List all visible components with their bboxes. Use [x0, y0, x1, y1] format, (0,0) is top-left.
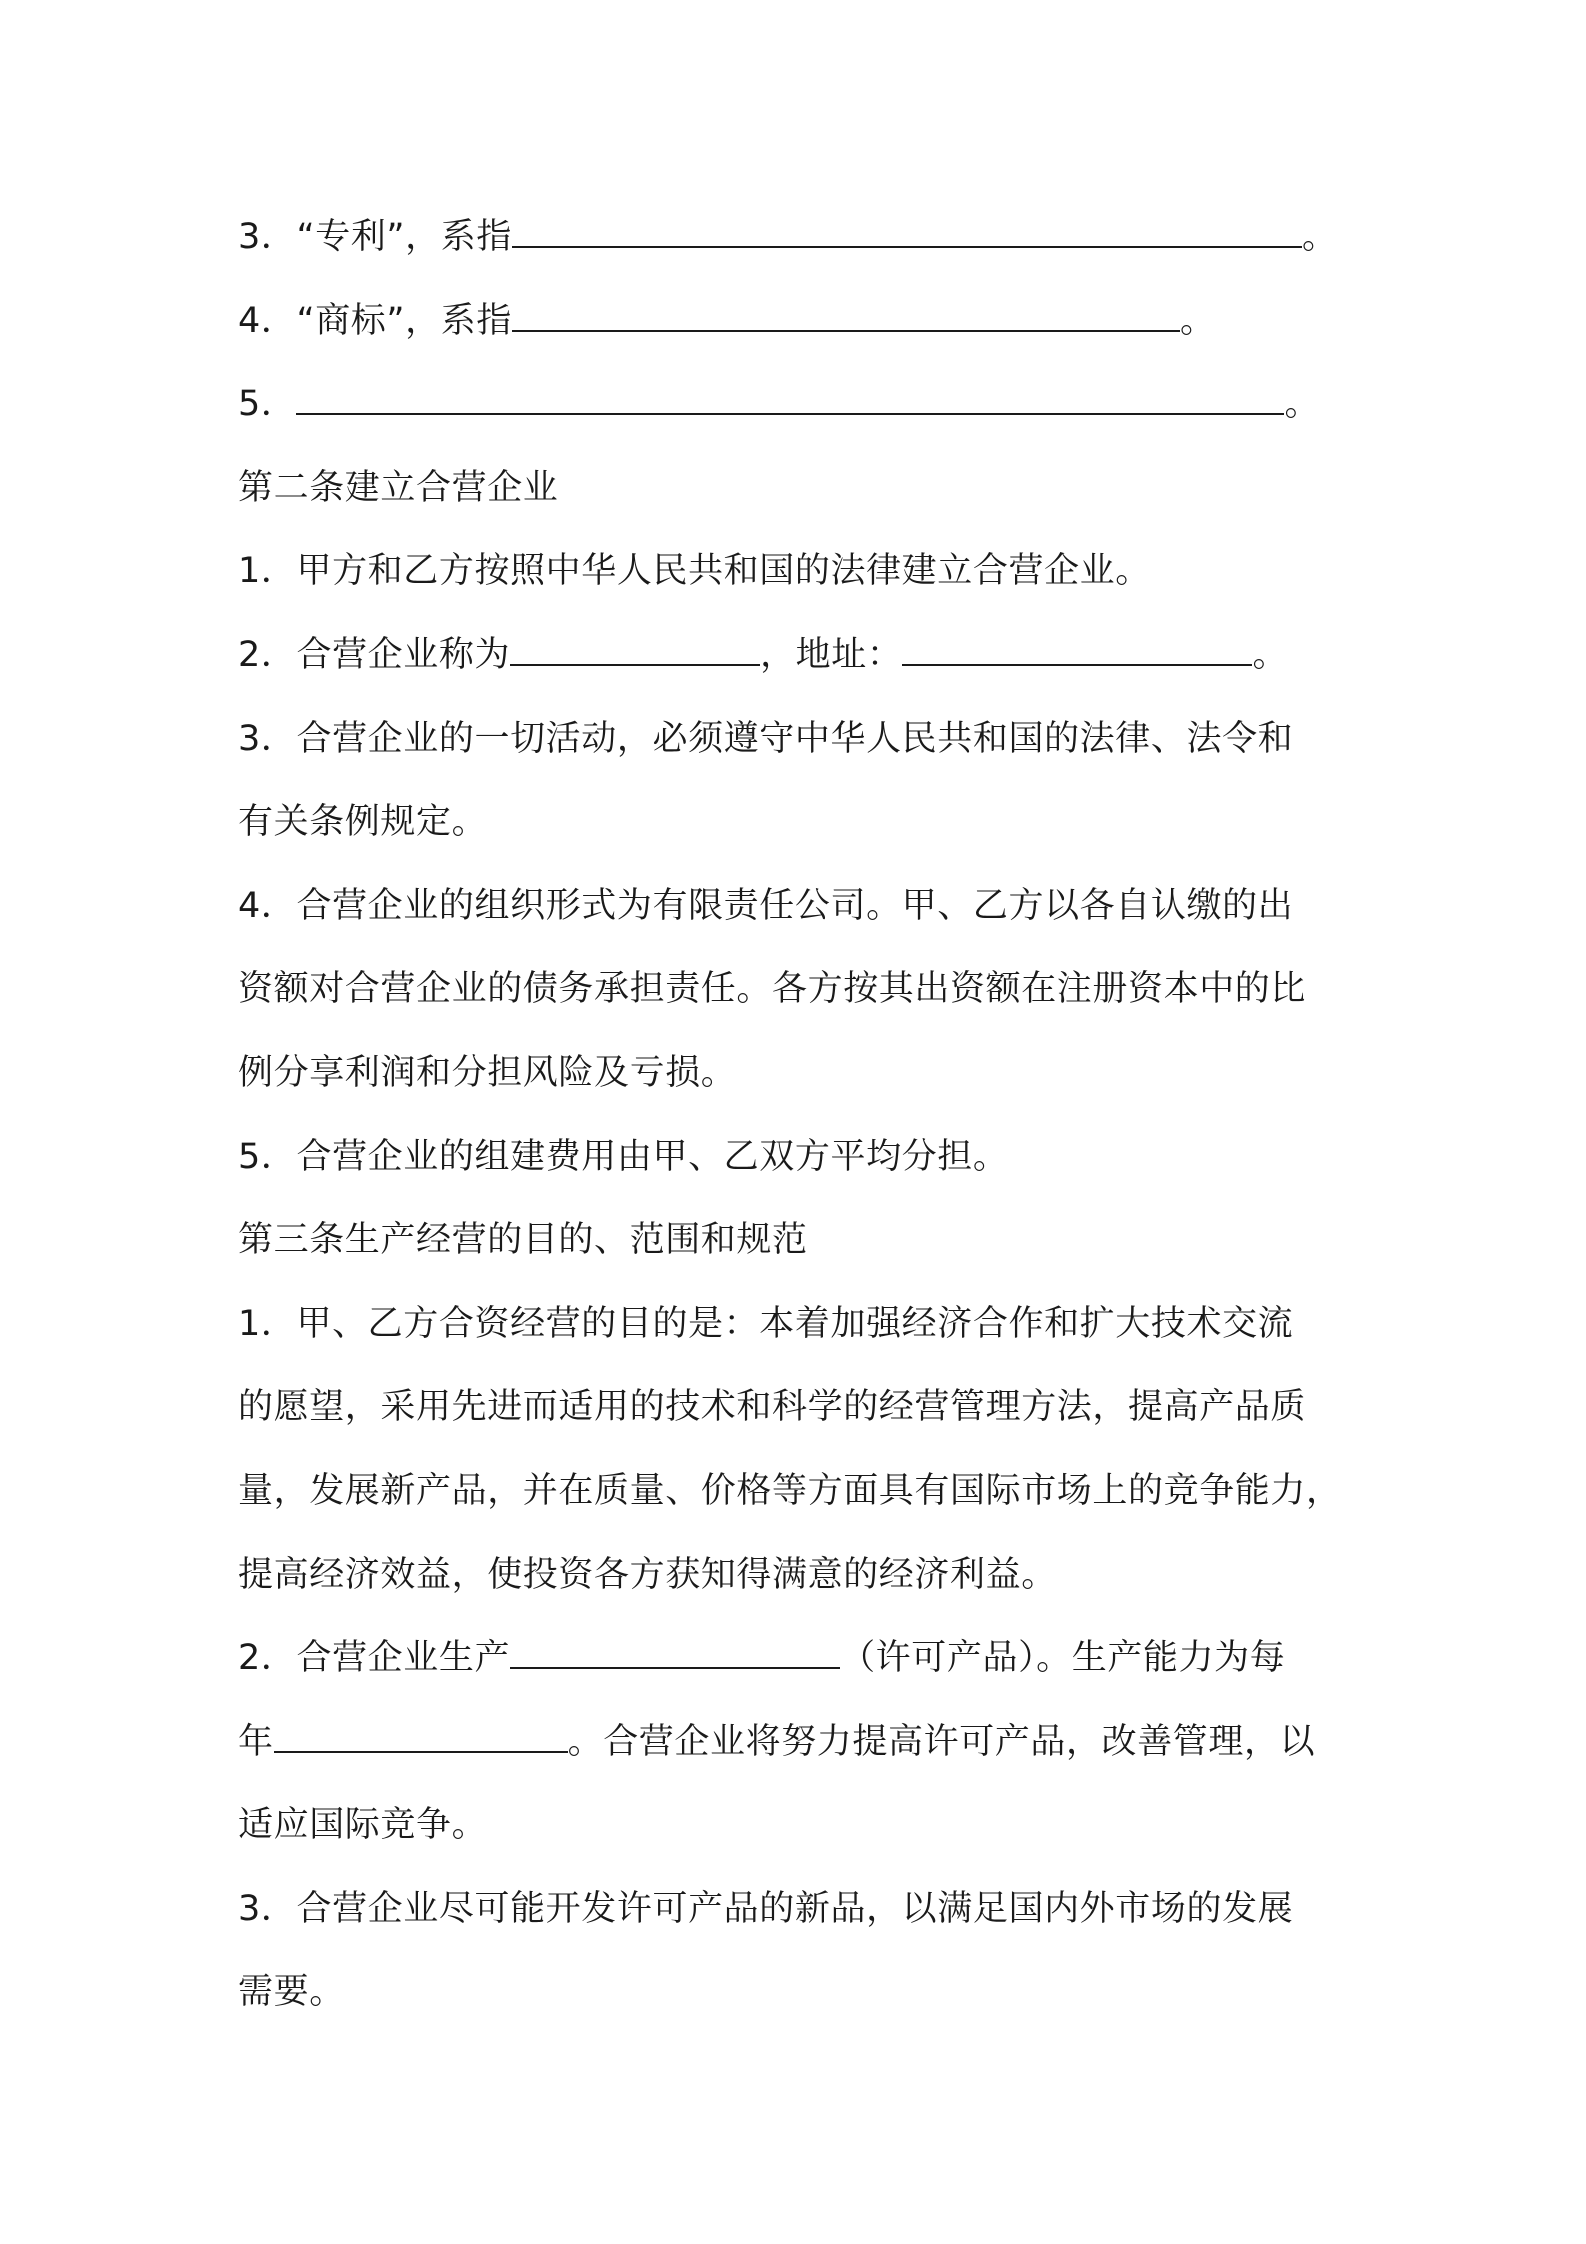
definition-trademark [238, 280, 1360, 364]
article-2-item-4 [238, 865, 1360, 1116]
paragraph-line: 4．合营企业的组织形式为有限责任公司。甲、乙方以各自认缴的出 [238, 885, 1294, 926]
capacity-blank [274, 1721, 568, 1753]
paragraph-line: 量，发展新产品，并在质量、价格等方面具有国际市场上的竞争能力， [238, 1470, 1342, 1511]
article-2-item-3 [238, 698, 1360, 865]
patent-blank [512, 216, 1302, 248]
article-3-heading [238, 1199, 1360, 1283]
product-blank [510, 1637, 840, 1669]
document-body [238, 196, 1360, 2035]
definition-patent [238, 196, 1360, 280]
definition-5-blank [296, 383, 1284, 415]
definition-trademark-label: 4．“商标”，系指 [238, 300, 512, 341]
definition-trademark-end: 。 [1179, 300, 1216, 341]
paragraph-line: 有关条例规定。 [238, 802, 488, 843]
address-blank [902, 634, 1252, 666]
paragraph-line: 适应国际竞争。 [238, 1805, 488, 1846]
definition-patent-label: 3．“专利”，系指 [238, 217, 512, 257]
paragraph-line: 3．合营企业的一切活动，必须遵守中华人民共和国的法律、法令和 [238, 718, 1294, 759]
address-label: ，地址： [760, 634, 903, 675]
article-2-item-1 [238, 530, 1360, 614]
article-3-item-3 [238, 1868, 1360, 2035]
product-suffix: （许可产品）。生产能力为每 [840, 1638, 1286, 1679]
paragraph-line: 的愿望，采用先进而适用的技术和科学的经营管理方法，提高产品质 [238, 1387, 1307, 1428]
article-2-heading [238, 447, 1360, 531]
capacity-label: 年 [238, 1721, 274, 1762]
article-2-item-5 [238, 1116, 1360, 1200]
definition-5-end: 。 [1284, 384, 1321, 425]
paragraph-line: 1．甲、乙方合资经营的目的是：本着加强经济合作和扩大技术交流 [238, 1303, 1294, 1344]
capacity-suffix: 。合营企业将努力提高许可产品，改善管理，以 [567, 1721, 1316, 1762]
article-2-item-2-end: 。 [1252, 634, 1289, 675]
article-2-item-2 [238, 614, 1360, 698]
article-2-item-1-text: 1．甲方和乙方按照中华人民共和国的法律建立合营企业。 [238, 551, 1151, 592]
article-2-heading-text: 第二条建立合营企业 [238, 467, 559, 508]
article-3-item-1 [238, 1283, 1360, 1617]
trademark-blank [512, 300, 1180, 332]
paragraph-line: 3．合营企业尽可能开发许可产品的新品，以满足国内外市场的发展 [238, 1888, 1294, 1929]
article-3-item-2 [238, 1617, 1360, 1868]
definition-patent-end: 。 [1301, 217, 1338, 257]
paragraph-line: 例分享利润和分担风险及亏损。 [238, 1052, 737, 1093]
article-3-heading-text: 第三条生产经营的目的、范围和规范 [238, 1220, 808, 1261]
paragraph-line: 5．合营企业的组建费用由甲、乙双方平均分担。 [238, 1136, 1009, 1177]
definition-5-label: 5． [238, 384, 297, 425]
company-name-blank [510, 634, 760, 666]
company-name-label: 2．合营企业称为 [238, 634, 511, 675]
product-label: 2．合营企业生产 [238, 1638, 511, 1679]
definition-5 [238, 363, 1360, 447]
paragraph-line: 提高经济效益，使投资各方获知得满意的经济利益。 [238, 1554, 1057, 1595]
paragraph-line: 需要。 [238, 1972, 345, 2013]
paragraph-line: 资额对合营企业的债务承担责任。各方按其出资额在注册资本中的比 [238, 969, 1307, 1010]
